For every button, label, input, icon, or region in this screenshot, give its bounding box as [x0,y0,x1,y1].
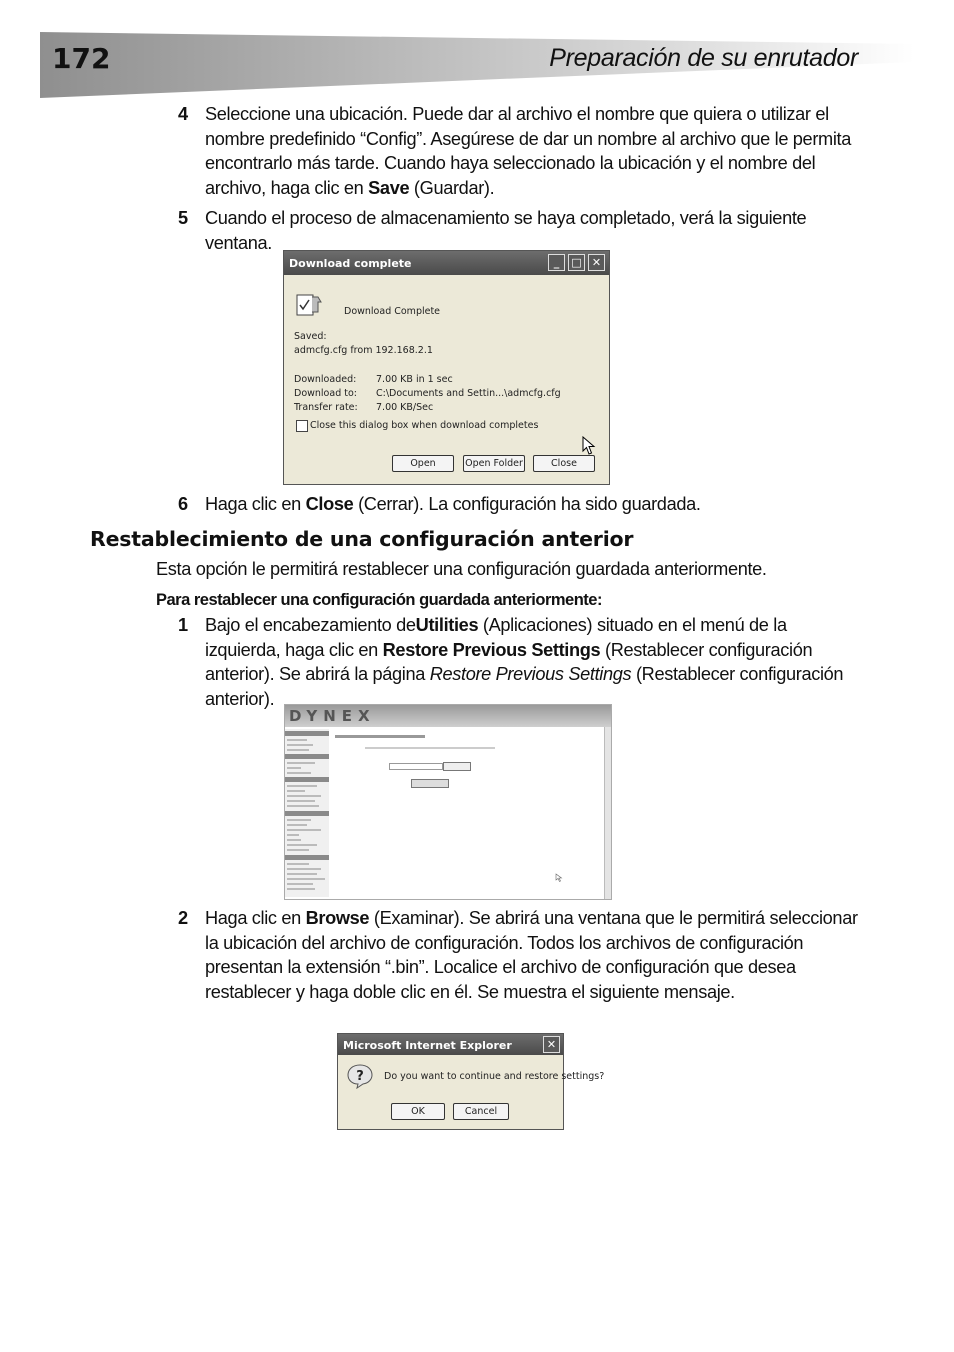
close-icon[interactable]: ✕ [588,254,605,271]
download-complete-icon [294,291,324,319]
ok-button[interactable]: OK [391,1103,445,1120]
saved-value: admcfg.cfg from 192.168.2.1 [294,345,433,356]
router-header [285,705,611,727]
cancel-button[interactable]: Cancel [453,1103,509,1120]
router-page-description [365,747,495,749]
step-text: Haga clic en Close (Cerrar). La configuración ha sido guardada. [205,494,701,514]
downloaded-value: 7.00 KB in 1 sec [376,374,453,385]
download-heading: Download Complete [344,306,441,317]
step-text: Haga clic en Browse (Examinar). Se abrirá una ventana que le permitirá seleccionar la ubicación del archivo de configuración. Todos los archivos de configuración presentan la extensión “.bin”. Localice el archivo de configuración que desea restablecer y haga doble clic en él. Se muestra el siguiente mensaje. [205,908,858,1002]
router-page-title [335,735,425,738]
dialog-titlebar [284,251,609,275]
procedure-subheading: Para restablecer una configuración guardada anteriormente: [156,591,602,609]
checkbox-label: Close this dialog box when download completes [310,420,539,431]
download-to-label: Download to: [294,388,357,399]
download-complete-dialog [283,250,610,485]
browse-button[interactable] [443,762,471,771]
svg-text:?: ? [356,1069,364,1084]
step-text: Seleccione una ubicación. Puede dar al archivo el nombre que quiera o utilizar el nombre predefinido “Config”. Asegúrese de dar un nombre al archivo que le permita encontrarlo más tarde. Cuando haya seleccionado la ubicación y el nombre del archivo, haga clic en Save (Guardar). [205,104,851,198]
step-number: 1 [178,615,188,635]
dynex-logo: DYNEX [289,707,376,725]
dialog-title: Download complete [289,257,412,270]
download-to-value: C:\Documents and Settin...\admcfg.cfg [376,388,561,399]
close-button[interactable]: Close [533,455,595,472]
router-scrollbar[interactable] [604,727,611,899]
maximize-icon[interactable]: □ [568,254,585,271]
file-path-field[interactable] [389,763,443,770]
mouse-cursor-icon [582,436,596,456]
page-title: Preparación de su enrutador [549,44,858,72]
router-restore-screenshot [284,704,612,900]
close-when-done-checkbox[interactable] [296,420,308,432]
open-folder-button[interactable]: Open Folder [463,455,525,472]
saved-label: Saved: [294,331,327,342]
question-icon [346,1063,374,1089]
transfer-rate-label: Transfer rate: [294,402,358,413]
open-button[interactable]: Open [392,455,454,472]
dialog-title: Microsoft Internet Explorer [343,1039,512,1052]
dialog-message: Do you want to continue and restore settings? [384,1071,605,1082]
step-number: 4 [178,104,188,124]
transfer-rate-value: 7.00 KB/Sec [376,402,434,413]
router-sidebar [285,729,329,897]
restore-button[interactable] [411,779,449,788]
page-number: 172 [52,42,111,75]
section-intro: Esta opción le permitirá restablecer una configuración guardada anteriormente. [156,559,767,579]
step-number: 5 [178,208,188,228]
ie-confirm-dialog [337,1033,605,1130]
dialog-titlebar [338,1034,563,1055]
section-heading: Restablecimiento de una configuración anterior [90,527,634,551]
step-text: Cuando el proceso de almacenamiento se haya completado, verá la siguiente ventana. [205,208,807,253]
close-icon[interactable]: ✕ [543,1036,560,1053]
step-number: 6 [178,494,188,514]
mouse-cursor-icon [555,873,563,883]
minimize-icon[interactable]: _ [548,254,565,271]
downloaded-label: Downloaded: [294,374,357,385]
step-text: Bajo el encabezamiento deUtilities (Aplicaciones) situado en el menú de la izquierda, haga clic en Restore Previous Settings (Restablecer configuración anterior). Se abrirá la página Restore Previous Settings (Restablecer configuración anterior). [205,615,844,709]
step-number: 2 [178,908,188,928]
